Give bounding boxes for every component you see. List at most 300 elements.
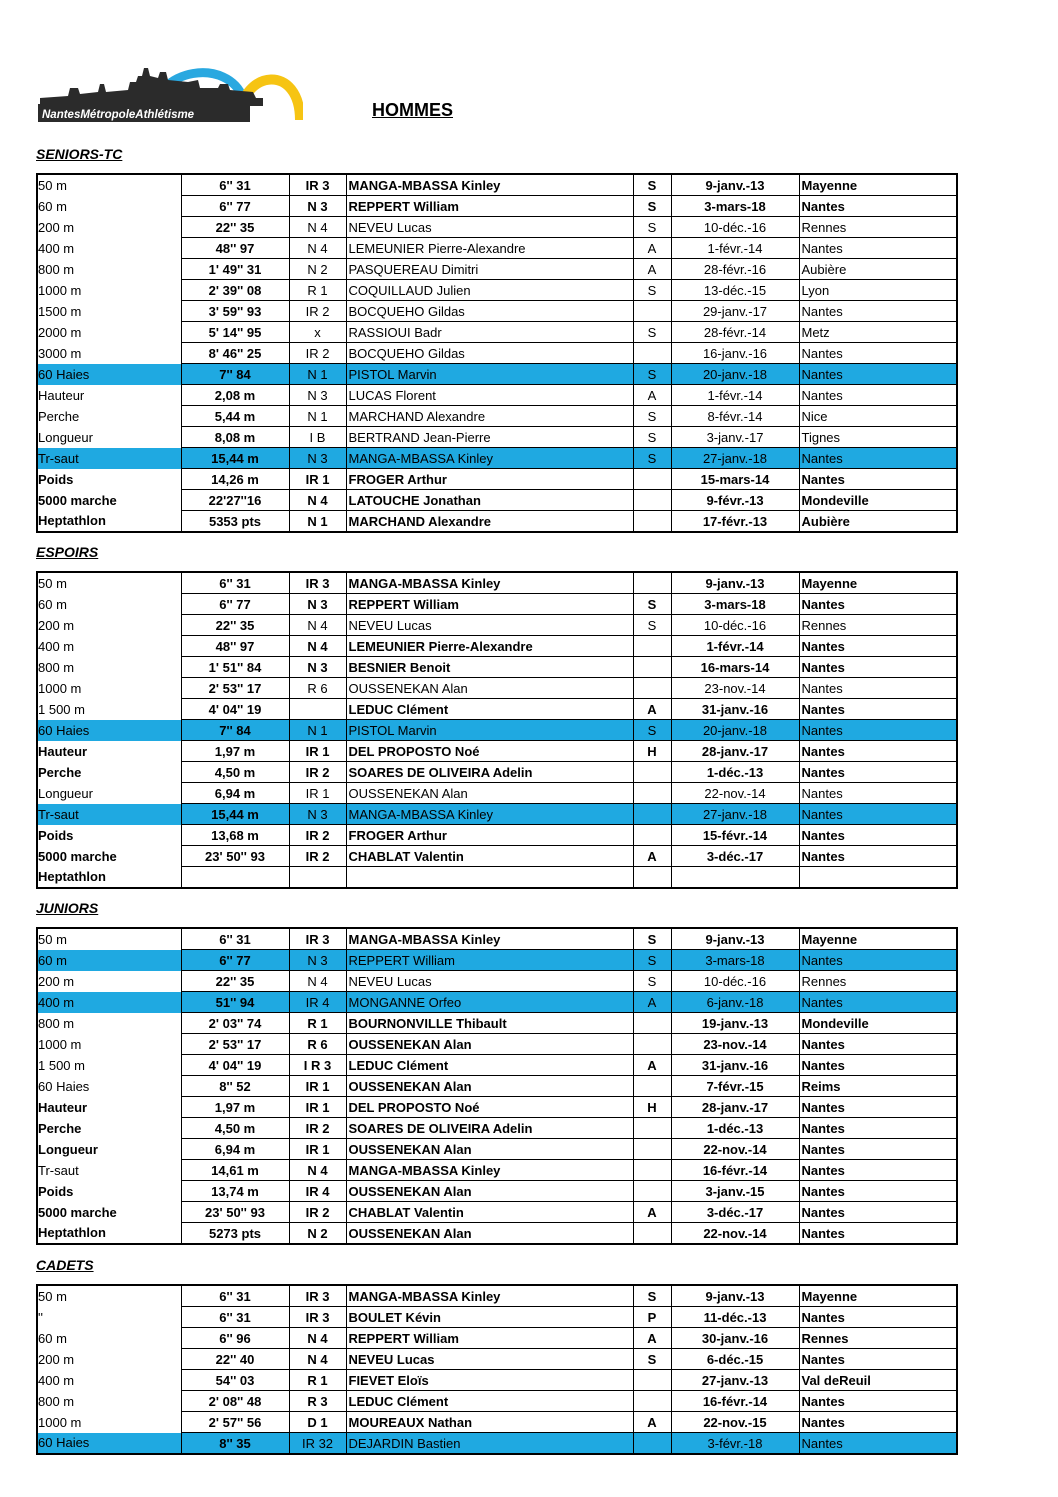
event-cell: 1500 m (38, 303, 82, 319)
date-cell: 1-févr.-14 (671, 636, 799, 657)
date-cell: 1-févr.-14 (671, 238, 799, 259)
athlete-cell: PISTOL Marvin (346, 364, 633, 385)
date-cell: 7-févr.-15 (671, 1076, 799, 1097)
place-cell: Nantes (799, 636, 957, 657)
athlete-cell: REPPERT William (346, 594, 633, 615)
record-row (37, 572, 957, 594)
athlete-cell: MANGA-MBASSA Kinley (346, 804, 633, 825)
record-row (37, 490, 957, 511)
date-cell: 9-janv.-13 (671, 174, 799, 196)
level-cell (289, 867, 346, 889)
date-cell: 29-janv.-17 (671, 301, 799, 322)
category-cell (633, 490, 671, 511)
athlete-cell: OUSSENEKAN Alan (346, 783, 633, 804)
level-cell: N 3 (289, 950, 346, 971)
level-cell: IR 3 (289, 1285, 346, 1307)
performance-cell: 2' 08'' 48 (181, 1391, 289, 1412)
date-cell: 8-févr.-14 (671, 406, 799, 427)
performance-cell: 48'' 97 (181, 636, 289, 657)
performance-cell: 14,61 m (181, 1160, 289, 1181)
place-cell: Nantes (799, 1139, 957, 1160)
category-cell: S (633, 448, 671, 469)
event-cell: Perche (38, 1120, 82, 1136)
level-cell: R 3 (289, 1391, 346, 1412)
category-cell (633, 1139, 671, 1160)
athlete-cell: REPPERT William (346, 196, 633, 217)
place-cell: Nantes (799, 1433, 957, 1455)
event-cell: 400 m (38, 240, 75, 256)
date-cell: 9-janv.-13 (671, 1285, 799, 1307)
records-table (36, 927, 958, 1245)
date-cell: 3-janv.-17 (671, 427, 799, 448)
place-cell: Rennes (799, 217, 957, 238)
performance-cell: 23' 50'' 93 (181, 1202, 289, 1223)
level-cell: N 1 (289, 511, 346, 533)
event-cell: 60 Haies (38, 1078, 90, 1094)
logo-text: NantesMétropoleAthlétisme (42, 109, 195, 121)
level-cell: IR 3 (289, 928, 346, 950)
place-cell: Nantes (799, 657, 957, 678)
category-cell (633, 1160, 671, 1181)
category-cell (633, 825, 671, 846)
performance-cell: 1,97 m (181, 741, 289, 762)
category-cell (633, 1076, 671, 1097)
place-cell: Nantes (799, 825, 957, 846)
athlete-cell: MARCHAND Alexandre (346, 406, 633, 427)
performance-cell: 8'' 52 (181, 1076, 289, 1097)
records-table (36, 1284, 958, 1455)
date-cell: 28-janv.-17 (671, 741, 799, 762)
category-cell (633, 301, 671, 322)
level-cell: N 1 (289, 364, 346, 385)
athlete-cell: SOARES DE OLIVEIRA Adelin (346, 762, 633, 783)
record-row (37, 364, 957, 385)
date-cell: 3-mars-18 (671, 950, 799, 971)
record-row (37, 1412, 957, 1433)
performance-cell: 2,08 m (181, 385, 289, 406)
athlete-cell: PASQUEREAU Dimitri (346, 259, 633, 280)
athlete-cell: LEDUC Clément (346, 1391, 633, 1412)
place-cell: Lyon (799, 280, 957, 301)
record-row (37, 238, 957, 259)
performance-cell: 15,44 m (181, 804, 289, 825)
date-cell: 27-janv.-18 (671, 448, 799, 469)
place-cell: Nantes (799, 950, 957, 971)
category-cell: A (633, 259, 671, 280)
athlete-cell: OUSSENEKAN Alan (346, 1034, 633, 1055)
place-cell: Nantes (799, 385, 957, 406)
place-cell: Nantes (799, 594, 957, 615)
category-cell: S (633, 615, 671, 636)
place-cell: Nantes (799, 1034, 957, 1055)
place-cell: Nantes (799, 364, 957, 385)
event-cell: Hauteur (38, 387, 85, 403)
category-cell: P (633, 1307, 671, 1328)
event-cell: 50 m (38, 1288, 67, 1304)
performance-cell: 8,08 m (181, 427, 289, 448)
event-cell: 1 500 m (38, 1057, 85, 1073)
athlete-cell: NEVEU Lucas (346, 615, 633, 636)
date-cell: 27-janv.-13 (671, 1370, 799, 1391)
record-row (37, 615, 957, 636)
athlete-cell: REPPERT William (346, 950, 633, 971)
level-cell: N 2 (289, 259, 346, 280)
record-row (37, 1285, 957, 1307)
performance-cell: 6'' 31 (181, 1307, 289, 1328)
place-cell: Rennes (799, 971, 957, 992)
performance-cell: 5' 14'' 95 (181, 322, 289, 343)
level-cell: N 3 (289, 196, 346, 217)
event-cell: 1 500 m (38, 701, 85, 717)
record-row (37, 1433, 957, 1455)
place-cell: Mondeville (799, 490, 957, 511)
date-cell: 3-déc.-17 (671, 1202, 799, 1223)
record-row (37, 1370, 957, 1391)
category-cell: S (633, 364, 671, 385)
category-cell (633, 1118, 671, 1139)
event-cell: 50 m (38, 575, 67, 591)
athlete-cell: COQUILLAUD Julien (346, 280, 633, 301)
place-cell: Reims (799, 1076, 957, 1097)
athlete-cell: OUSSENEKAN Alan (346, 1181, 633, 1202)
record-row (37, 1160, 957, 1181)
date-cell: 15-févr.-14 (671, 825, 799, 846)
record-row (37, 322, 957, 343)
category-cell: A (633, 238, 671, 259)
date-cell: 16-févr.-14 (671, 1160, 799, 1181)
record-row (37, 1076, 957, 1097)
level-cell: IR 3 (289, 174, 346, 196)
date-cell: 10-déc.-16 (671, 971, 799, 992)
category-cell: S (633, 971, 671, 992)
category-cell: S (633, 1349, 671, 1370)
athlete-cell: PISTOL Marvin (346, 720, 633, 741)
date-cell: 28-févr.-14 (671, 322, 799, 343)
place-cell: Nantes (799, 196, 957, 217)
records-table (36, 571, 958, 889)
category-cell: S (633, 720, 671, 741)
event-cell: 60 m (37, 950, 181, 971)
date-cell: 1-févr.-14 (671, 385, 799, 406)
event-cell: Tr-saut (37, 804, 181, 825)
event-cell: Heptathlon (38, 513, 106, 529)
event-cell: 5000 marche (38, 492, 117, 508)
performance-cell: 6'' 31 (181, 572, 289, 594)
date-cell: 23-nov.-14 (671, 1034, 799, 1055)
athlete-cell: DEL PROPOSTO Noé (346, 1097, 633, 1118)
date-cell: 20-janv.-18 (671, 364, 799, 385)
athlete-cell: OUSSENEKAN Alan (346, 1223, 633, 1245)
date-cell: 11-déc.-13 (671, 1307, 799, 1328)
date-cell: 30-janv.-16 (671, 1328, 799, 1349)
record-row (37, 846, 957, 867)
date-cell: 16-févr.-14 (671, 1391, 799, 1412)
athlete-cell: LEMEUNIER Pierre-Alexandre (346, 238, 633, 259)
athlete-cell: MANGA-MBASSA Kinley (346, 448, 633, 469)
category-cell: S (633, 406, 671, 427)
level-cell: N 4 (289, 636, 346, 657)
level-cell: N 3 (289, 657, 346, 678)
performance-cell: 22'' 35 (181, 217, 289, 238)
event-cell: Longueur (38, 429, 93, 445)
date-cell: 6-janv.-18 (671, 992, 799, 1013)
performance-cell: 48'' 97 (181, 238, 289, 259)
place-cell: Nantes (799, 1118, 957, 1139)
place-cell: Tignes (799, 427, 957, 448)
category-cell (633, 867, 671, 889)
performance-cell: 4,50 m (181, 1118, 289, 1139)
record-row (37, 992, 957, 1013)
category-cell: S (633, 950, 671, 971)
level-cell: IR 1 (289, 469, 346, 490)
level-cell: I R 3 (289, 1055, 346, 1076)
category-cell: A (633, 699, 671, 720)
record-row (37, 971, 957, 992)
event-cell: 400 m (38, 638, 75, 654)
date-cell: 3-févr.-18 (671, 1433, 799, 1455)
date-cell: 9-févr.-13 (671, 490, 799, 511)
category-cell (633, 1013, 671, 1034)
date-cell (671, 867, 799, 889)
category-cell: A (633, 1328, 671, 1349)
event-cell: 60 m (38, 198, 67, 214)
level-cell: IR 2 (289, 762, 346, 783)
athlete-cell: BOCQUEHO Gildas (346, 343, 633, 364)
record-row (37, 699, 957, 720)
place-cell: Rennes (799, 615, 957, 636)
place-cell: Aubière (799, 259, 957, 280)
date-cell: 28-févr.-16 (671, 259, 799, 280)
record-row (37, 469, 957, 490)
section-title: ESPOIRS (36, 544, 99, 560)
performance-cell: 22'27''16 (181, 490, 289, 511)
date-cell: 1-déc.-13 (671, 1118, 799, 1139)
athlete-cell: BOCQUEHO Gildas (346, 301, 633, 322)
level-cell: N 3 (289, 385, 346, 406)
performance-cell: 7'' 84 (181, 720, 289, 741)
record-row (37, 1181, 957, 1202)
athlete-cell: CHABLAT Valentin (346, 846, 633, 867)
category-cell (633, 636, 671, 657)
level-cell: IR 4 (289, 1181, 346, 1202)
event-cell: 200 m (38, 1351, 75, 1367)
place-cell: Mayenne (799, 928, 957, 950)
event-cell: 60 m (38, 1330, 67, 1346)
athlete-cell: FROGER Arthur (346, 825, 633, 846)
level-cell: N 4 (289, 217, 346, 238)
event-cell: Hauteur (38, 1099, 88, 1115)
athlete-cell: NEVEU Lucas (346, 971, 633, 992)
event-cell: 60 m (38, 596, 67, 612)
place-cell: Nantes (799, 1223, 957, 1245)
record-row (37, 1097, 957, 1118)
category-cell (633, 343, 671, 364)
event-cell: Longueur (38, 1141, 98, 1157)
place-cell: Nantes (799, 469, 957, 490)
athlete-cell: OUSSENEKAN Alan (346, 678, 633, 699)
level-cell: N 4 (289, 490, 346, 511)
performance-cell: 4' 04'' 19 (181, 1055, 289, 1076)
level-cell: D 1 (289, 1412, 346, 1433)
athlete-cell: MANGA-MBASSA Kinley (346, 928, 633, 950)
level-cell: IR 2 (289, 1202, 346, 1223)
club-logo (38, 58, 303, 128)
event-cell: Poids (38, 827, 74, 843)
performance-cell: 54'' 03 (181, 1370, 289, 1391)
place-cell: Nantes (799, 1181, 957, 1202)
record-row (37, 448, 957, 469)
record-row (37, 1202, 957, 1223)
athlete-cell: SOARES DE OLIVEIRA Adelin (346, 1118, 633, 1139)
level-cell: N 3 (289, 448, 346, 469)
event-cell: 200 m (38, 617, 75, 633)
level-cell: N 3 (289, 594, 346, 615)
category-cell: S (633, 1285, 671, 1307)
record-row (37, 762, 957, 783)
place-cell: Nantes (799, 343, 957, 364)
level-cell: IR 1 (289, 1139, 346, 1160)
date-cell: 1-déc.-13 (671, 762, 799, 783)
records-table (36, 173, 958, 533)
event-cell: Longueur (38, 785, 93, 801)
athlete-cell: OUSSENEKAN Alan (346, 1076, 633, 1097)
record-row (37, 1034, 957, 1055)
record-row (37, 928, 957, 950)
place-cell: Mayenne (799, 1285, 957, 1307)
event-cell: 1000 m (38, 680, 82, 696)
level-cell: R 1 (289, 280, 346, 301)
category-cell: A (633, 1202, 671, 1223)
category-cell (633, 469, 671, 490)
record-row (37, 783, 957, 804)
category-cell: A (633, 1055, 671, 1076)
place-cell: Rennes (799, 1328, 957, 1349)
record-row (37, 636, 957, 657)
place-cell: Mayenne (799, 174, 957, 196)
date-cell: 10-déc.-16 (671, 217, 799, 238)
performance-cell: 6'' 31 (181, 928, 289, 950)
event-cell: 2000 m (38, 324, 82, 340)
performance-cell: 8'' 35 (181, 1433, 289, 1455)
athlete-cell: DEL PROPOSTO Noé (346, 741, 633, 762)
performance-cell: 6'' 31 (181, 1285, 289, 1307)
date-cell: 3-mars-18 (671, 196, 799, 217)
level-cell: I B (289, 427, 346, 448)
date-cell: 22-nov.-14 (671, 1139, 799, 1160)
event-cell: 1000 m (38, 282, 82, 298)
level-cell: N 4 (289, 1328, 346, 1349)
performance-cell: 5353 pts (181, 511, 289, 533)
category-cell (633, 1433, 671, 1455)
event-cell: 60 Haies (37, 1433, 181, 1455)
athlete-cell: MANGA-MBASSA Kinley (346, 572, 633, 594)
record-row (37, 1013, 957, 1034)
performance-cell: 51'' 94 (181, 992, 289, 1013)
record-row (37, 385, 957, 406)
category-cell (633, 657, 671, 678)
place-cell: Mondeville (799, 1013, 957, 1034)
date-cell: 22-nov.-14 (671, 1223, 799, 1245)
date-cell: 31-janv.-16 (671, 699, 799, 720)
event-cell: Perche (38, 764, 82, 780)
record-row (37, 1307, 957, 1328)
date-cell: 6-déc.-15 (671, 1349, 799, 1370)
event-cell: Poids (38, 1183, 74, 1199)
athlete-cell (346, 867, 633, 889)
date-cell: 28-janv.-17 (671, 1097, 799, 1118)
event-cell: 50 m (38, 931, 67, 947)
category-cell: H (633, 1097, 671, 1118)
page-title: HOMMES (372, 100, 453, 120)
record-row (37, 280, 957, 301)
category-cell: S (633, 928, 671, 950)
level-cell: N 4 (289, 238, 346, 259)
athlete-cell: MANGA-MBASSA Kinley (346, 1285, 633, 1307)
level-cell: N 4 (289, 1349, 346, 1370)
date-cell: 13-déc.-15 (671, 280, 799, 301)
place-cell: Nice (799, 406, 957, 427)
category-cell: A (633, 992, 671, 1013)
place-cell: Nantes (799, 1160, 957, 1181)
event-cell: 200 m (38, 973, 75, 989)
event-cell: Heptathlon (38, 869, 106, 885)
record-row (37, 511, 957, 533)
record-row (37, 678, 957, 699)
event-cell: Tr-saut (37, 448, 181, 469)
performance-cell: 6'' 96 (181, 1328, 289, 1349)
event-cell: Hauteur (38, 743, 88, 759)
category-cell: S (633, 427, 671, 448)
performance-cell: 2' 53'' 17 (181, 678, 289, 699)
level-cell: N 2 (289, 1223, 346, 1245)
level-cell: IR 1 (289, 1097, 346, 1118)
level-cell: IR 1 (289, 1076, 346, 1097)
category-cell (633, 762, 671, 783)
record-row (37, 343, 957, 364)
record-row (37, 1139, 957, 1160)
record-row (37, 657, 957, 678)
performance-cell: 22'' 35 (181, 615, 289, 636)
category-cell: S (633, 322, 671, 343)
date-cell: 23-nov.-14 (671, 678, 799, 699)
level-cell: x (289, 322, 346, 343)
place-cell: Nantes (799, 448, 957, 469)
level-cell: IR 2 (289, 343, 346, 364)
performance-cell (181, 867, 289, 889)
performance-cell: 2' 57'' 56 (181, 1412, 289, 1433)
level-cell: N 4 (289, 971, 346, 992)
date-cell: 17-févr.-13 (671, 511, 799, 533)
event-cell: Tr-saut (38, 1162, 79, 1178)
performance-cell: 6'' 77 (181, 196, 289, 217)
athlete-cell: MOUREAUX Nathan (346, 1412, 633, 1433)
performance-cell: 15,44 m (181, 448, 289, 469)
event-cell: 5000 marche (38, 1204, 117, 1220)
level-cell: IR 2 (289, 846, 346, 867)
category-cell (633, 1034, 671, 1055)
athlete-cell: LEDUC Clément (346, 1055, 633, 1076)
date-cell: 22-nov.-15 (671, 1412, 799, 1433)
date-cell: 3-déc.-17 (671, 846, 799, 867)
level-cell: N 3 (289, 804, 346, 825)
athlete-cell: MARCHAND Alexandre (346, 511, 633, 533)
record-row (37, 1223, 957, 1245)
record-row (37, 196, 957, 217)
performance-cell: 22'' 40 (181, 1349, 289, 1370)
athlete-cell: BESNIER Benoit (346, 657, 633, 678)
performance-cell: 13,68 m (181, 825, 289, 846)
event-cell: 800 m (38, 261, 75, 277)
